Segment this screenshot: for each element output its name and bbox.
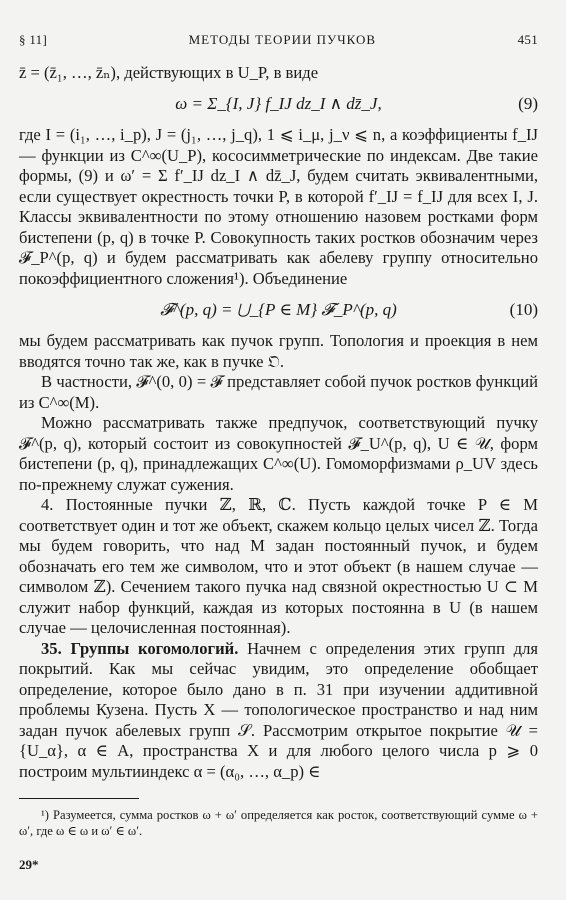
signature-mark: 29* [19,857,39,872]
footnote: ¹) Разумеется, сумма ростков ω + ω′ определяется как росток, соответствующий сумме ω + ω′, где ω ∈ ω и ω′ ∈ ω′. [19,808,538,838]
formula-9-number: (9) [518,94,538,113]
paragraph-1: z̄ = (z̄₁, …, z̄ₙ), действующих в U_P, в виде [19,62,319,82]
paragraph-6: 4. Постоянные пучки ℤ, ℝ, ℂ. Пусть каждой точке P ∈ M соответствует один и тот же объект, скажем кольцо целых чисел ℤ. Тогда мы будем говорить, что над M задан постоянный пучок, и будем обозначать его тем же символом, что и этот объект (в нашем случае — символом ℤ). Сечением такого пучка над связной окрестностью U ⊂ M служит набор функций, каждая из которых постоянна в U (в нашем случае — целочисленная постоянная). [19,495,538,637]
section-heading: 35. Группы когомологий. [41,638,239,658]
formula-9-expr: ω = Σ_{I, J} f_IJ dz_I ∧ dz̄_J, [175,94,382,113]
formula-10-number: (10) [509,300,538,319]
running-title: МЕТОДЫ ТЕОРИИ ПУЧКОВ [188,32,377,47]
formula-10 [19,289,538,331]
paragraph-7 [19,639,538,783]
section-ref: § 11] [19,32,48,47]
paragraph-2: где I = (i₁, …, i_p), J = (j₁, …, j_q), 1 ⩽ i_μ, j_ν ⩽ n, а коэффициенты f_IJ — функции из C^∞(U_P), кососимметрические по индексам. Две такие формы, (9) и ω′ = Σ f′_IJ dz_I ∧ dz̄_J, будем считать эквивалентными, если существует окрестность точки P, в которой f′_IJ = f_IJ для всех I, J. Классы эквивалентности по этому отношению назовем ростками форм бистепени (p, q) в точке P. Совокупность таких ростков обозначим через 𝓕_P^(p, q) и будем рассматривать как абелеву группу относительно покоэффициентного сложения¹). Объединение [19,125,538,288]
formula-10-expr: 𝓕^(p, q) = ⋃_{P ∈ M} 𝓕_P^(p, q) [160,300,397,319]
formula-9 [19,83,538,125]
footnote-rule [19,798,139,799]
running-header [19,30,538,51]
paragraph-7-text: Начнем с определения этих групп для покрытий. Как мы сейчас увидим, это определение обобщает определение, которое было дано в п. 31 при изучении аддитивной проблемы Кузена. Пусть X — топологическое пространство и над ним задан пучок абелевых групп 𝒮. Рассмотрим открытое покрытие 𝒰 = {U_α}, α ∈ A, пространства X и для любого целого числа p ⩾ 0 построим мультииндекс α = (α₀, …, α_p) ∈ [19,638,538,781]
page-number: 451 [517,32,538,47]
paragraph-5: Можно рассматривать также предпучок, соответствующий пучку 𝓕^(p, q), который состоит из совокупностей 𝓕_U^(p, q), U ∈ 𝒰, форм бистепени (p, q), принадлежащих C^∞(U). Гомоморфизмами ρ_UV здесь по-прежнему служат сужения. [19,413,538,494]
paragraph-4: В частности, 𝓕^(0, 0) = 𝓕 представляет собой пучок ростков функций из C^∞(M). [19,372,538,412]
paragraph-3: мы будем рассматривать как пучок групп. Топология и проекция в нем вводятся точно так же, как в пучке 𝔒. [19,331,538,371]
